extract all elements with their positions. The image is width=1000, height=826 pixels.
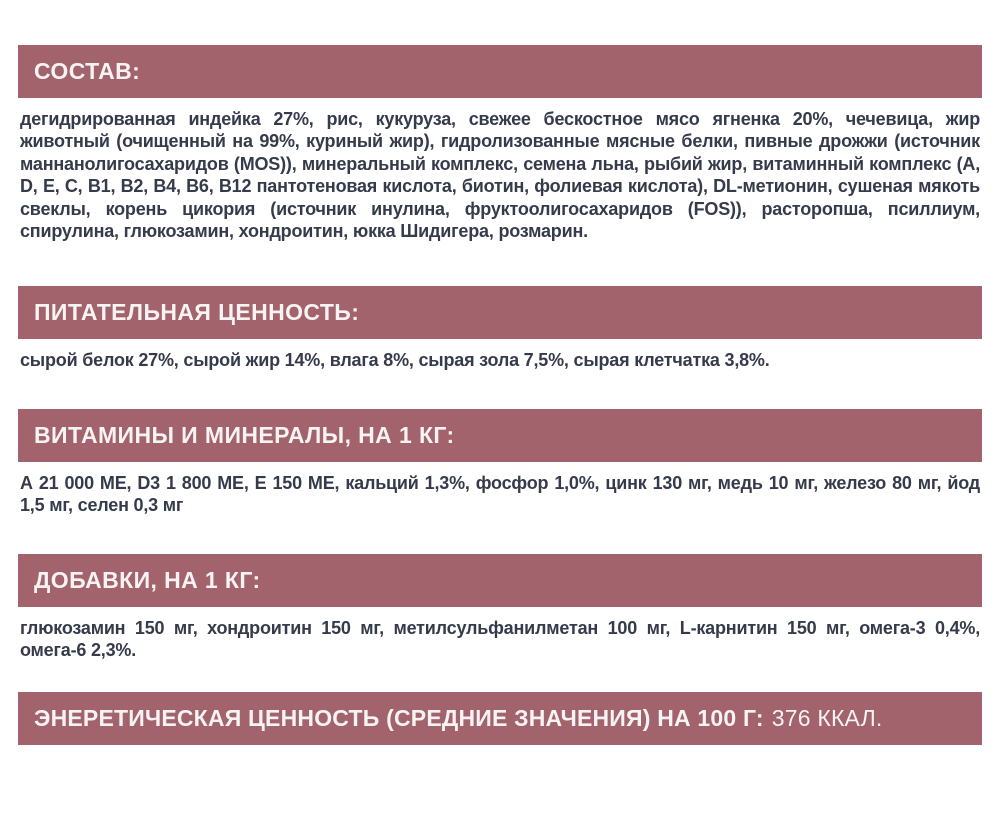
section-vitamins-minerals [18,409,982,517]
section-body-nutritional-value: сырой белок 27%, сырой жир 14%, влага 8%, сырая зола 7,5%, сырая клетчатка 3,8%. [20,350,770,371]
section-nutritional-value [18,286,982,371]
section-title-composition: СОСТАВ: [34,58,141,84]
section-additives [18,554,982,662]
energy-value-bar [18,692,982,745]
section-header-additives [18,554,982,607]
section-header-composition [18,45,982,98]
section-title-additives: ДОБАВКИ, НА 1 КГ: [34,566,261,593]
section-body-additives: глюкозамин 150 мг, хондроитин 150 мг, метилсульфанилметан 100 мг, L-карнитин 150 мг, омега-3 0,4%, омега-6 2,3%. [20,617,980,661]
section-title-vitamins-minerals: ВИТАМИНЫ И МИНЕРАЛЫ, НА 1 КГ: [34,421,455,448]
section-header-nutritional-value [18,286,982,339]
energy-value-label: ЭНЕРЕТИЧЕСКАЯ ЦЕННОСТЬ (СРЕДНИЕ ЗНАЧЕНИЯ) НА 100 Г: [34,705,764,732]
section-body-composition: дегидрированная индейка 27%, рис, кукуруза, свежее бескостное мясо ягненка 20%, чечевица, жир животный (очищенный на 99%, куриный жир), гидролизованные мясные белки, пивные дрожжи (источник маннанолигосахаридов (MOS)), минеральный комплекс, семена льна, рыбий жир, витаминный комплекс (A, D, E, C, B1, B2, B4, B6, B12 пантотеновая кислота, биотин, фолиевая кислота), DL-метионин, сушеная мякоть свеклы, корень цикория (источник инулина, фруктоолигосахаридов (FOS)), расторопша, псиллиум, спирулина, глюкозамин, хондроитин, юкка Шидигера, розмарин. [20,109,980,242]
section-composition [18,45,982,242]
section-header-vitamins-minerals [18,409,982,462]
section-body-vitamins-minerals: А 21 000 МЕ, D3 1 800 МЕ, Е 150 МЕ, кальций 1,3%, фосфор 1,0%, цинк 130 мг, медь 10 мг, железо 80 мг, йод 1,5 мг, селен 0,3 мг [20,472,980,516]
section-title-nutritional-value: ПИТАТЕЛЬНАЯ ЦЕННОСТЬ: [34,299,360,326]
energy-value-amount: 376 ККАЛ. [771,705,883,732]
